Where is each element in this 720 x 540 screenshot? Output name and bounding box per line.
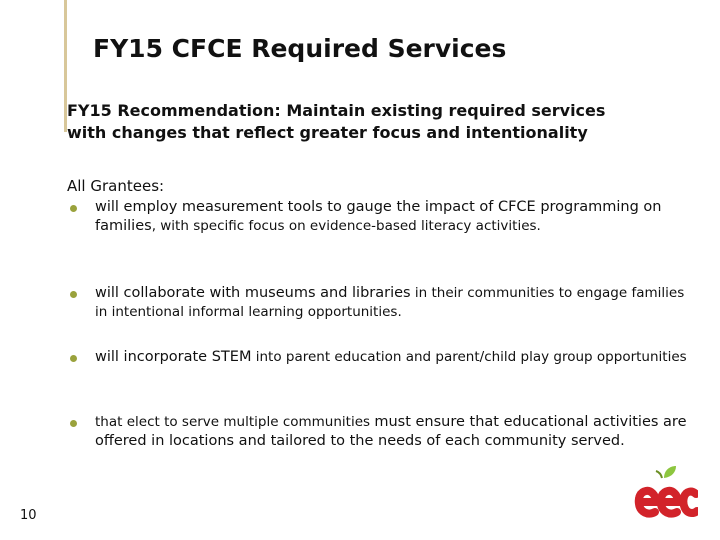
bullet-2-part-a: will collaborate with museums and libraries — [95, 285, 411, 301]
eec-letters — [639, 491, 697, 514]
slide-title: FY15 CFCE Required Services — [93, 34, 507, 63]
page-number: 10 — [20, 508, 37, 523]
bullet-icon — [70, 205, 77, 212]
recommendation-text — [67, 100, 707, 144]
bullet-3-part-b: into parent education and parent/child play group opportunities — [251, 349, 687, 365]
bullet-item-2 — [67, 284, 697, 322]
bullet-item-4 — [67, 413, 697, 451]
recommendation-line-1: FY15 Recommendation: Maintain existing required services — [67, 101, 606, 120]
recommendation-line-2: with changes that reflect greater focus and intentionality — [67, 123, 588, 142]
bullet-icon — [70, 355, 77, 362]
bullet-icon — [70, 291, 77, 298]
bullet-4-part-b: must ensure that educational activities are offered in locations and tailored to the needs of each community served. — [95, 414, 687, 449]
bullet-2-part-b: in their communities to engage families in intentional informal learning opportunities. — [95, 285, 685, 320]
bullet-4-part-a: that elect to serve multiple communities — [95, 414, 375, 430]
bullet-text-3 — [95, 348, 697, 367]
bullet-text-1 — [95, 198, 697, 236]
bullet-item-1 — [67, 198, 697, 236]
intro-label: All Grantees: — [67, 177, 165, 195]
bullet-text-4 — [95, 413, 697, 451]
bullet-1-part-a: will employ measurement tools to gauge the impact of CFCE — [95, 199, 536, 215]
bullet-text-2 — [95, 284, 697, 322]
bullet-1-part-b: programming on families — [95, 199, 662, 234]
bullet-1-part-c: , with specific focus on evidence-based literacy activities. — [151, 218, 541, 234]
eec-logo-icon — [634, 464, 698, 528]
apple-leaf-icon — [656, 466, 676, 478]
bullet-3-part-a: will incorporate STEM — [95, 349, 252, 365]
bullet-item-3 — [67, 348, 697, 367]
bullet-icon — [70, 420, 77, 427]
